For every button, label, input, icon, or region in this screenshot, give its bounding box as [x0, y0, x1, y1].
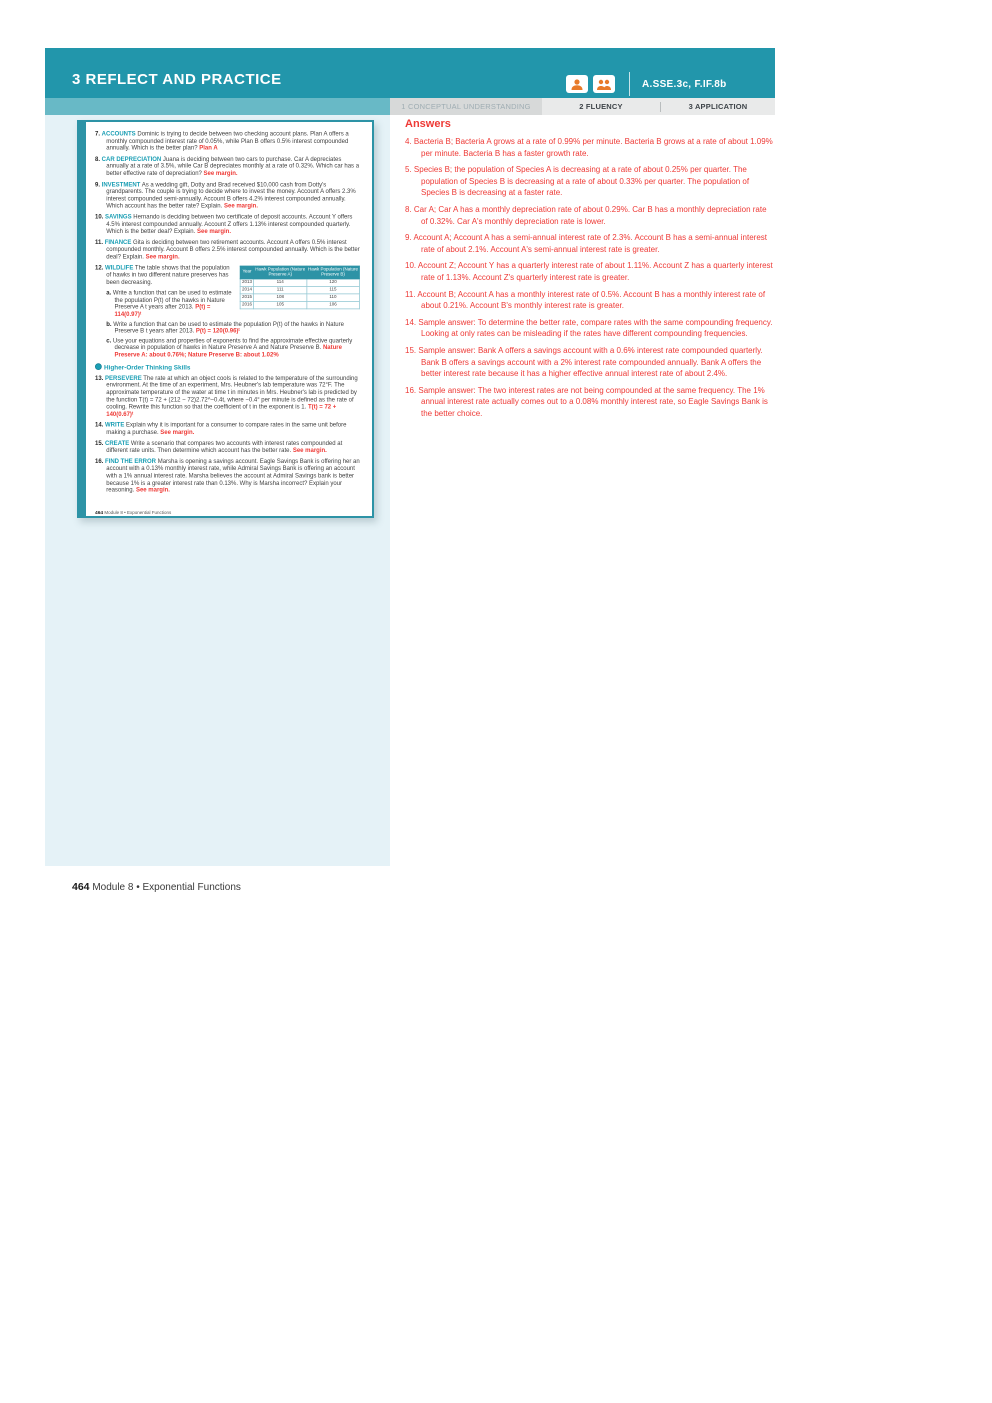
- higher-order-thinking-heading: Higher-Order Thinking Skills: [95, 363, 360, 371]
- answers-heading: Answers: [405, 118, 451, 130]
- exercise-11: 11. FINANCE Gita is deciding between two retirement accounts. Account A offers 0.5% interest compounded monthly. Account B offers 2.5% interest compounded annually. Which is the better deal? Explain. See margin.: [95, 238, 360, 260]
- exercise-12a: a. Write a function that can be used to estimate the population P(t) of the hawks in Nature Preserve A t years after 2013. P(t) = 114(0.97)ᵗ: [106, 289, 232, 318]
- header-substripe: [45, 98, 390, 115]
- student-page-footer: 464 Module 8 • Exponential Functions: [95, 510, 172, 516]
- rigor-tabbar: [390, 98, 775, 115]
- group-icon-button[interactable]: [593, 75, 615, 93]
- exercise-12: [95, 264, 360, 359]
- higher-order-icon: [95, 363, 102, 370]
- answer-4: 4. Bacteria B; Bacteria A grows at a rate of 0.99% per minute. Bacteria B grows at a rate of about 1.09% per minute. Bacteria B has a faster growth rate.: [405, 137, 773, 158]
- page-edge-strip: [79, 122, 86, 516]
- table-row: 2015 108 110: [240, 294, 359, 301]
- tab-fluency[interactable]: 2 FLUENCY: [579, 102, 623, 111]
- people-group-icon: [596, 78, 612, 91]
- table-row: 2016 105 106: [240, 301, 359, 308]
- person-icon: [570, 78, 584, 91]
- exercise-12b: b. Write a function that can be used to estimate the population P(t) of the hawks in Nature Preserve B t years after 2013. P(t) = 120(0.96)ᵗ: [106, 320, 344, 335]
- answer-11: 11. Account B; Account A has a monthly interest rate of 0.5%. Account B has a monthly interest rate of about 0.21%. Account B's monthly interest rate is greater.: [405, 289, 766, 311]
- hawk-population-table: Year Hawk Population (Nature Preserve A) Hawk Population (Nature Preserve B) 2013 114 120 2014 111 115 2015 108 110 2016 105 106: [242, 267, 358, 307]
- header-divider: [629, 72, 630, 96]
- teacher-icon-button[interactable]: [566, 75, 588, 93]
- exercise-12-intro: 12. WILDLIFE The table shows that the population of hawks in two different nature preserves has been decreasing.: [95, 263, 230, 286]
- table-row: 2014 111 115: [240, 287, 359, 294]
- answer-8: 8. Car A; Car A has a monthly depreciation rate of about 0.29%. Car B has a monthly depreciation rate of 0.32%. Car A's monthly depreciation rate is lower.: [405, 204, 767, 226]
- tab-application[interactable]: 3 APPLICATION: [688, 102, 748, 111]
- exercise-12c: c. Use your equations and properties of exponents to find the approximate effective quarterly decrease in population of hawks in Nature Preserve A and Nature Preserve B. Nature Preserve A: about 0.76%; Nature Preserve B: about 1.02%: [106, 336, 353, 359]
- page-footer: 464 Module 8 • Exponential Functions: [72, 881, 241, 893]
- exercise-16: 16. FIND THE ERROR Marsha is opening a savings account. Eagle Savings Bank is offering her an account with a 0.13% monthly interest rate, while Admiral Savings Bank is offering an account with a 1% annual interest rate. Marsha believes the account at Admiral Savings bank is better because 1% is a greater interest rate than 0.13%. Why is Marsha incorrect? Explain your reasoning. See margin.: [95, 457, 360, 494]
- answer-5: 5. Species B; the population of Species A is decreasing at a rate of about 0.25% per quarter. The population of Species B is decreasing at a rate of about 0.33% per quarter. The population of Species B is decreasing at a faster rate.: [405, 165, 750, 198]
- exercise-10: 10. SAVINGS Hernando is deciding between two certificate of deposit accounts. Account Y offers 4.5% interest compounded annually. Account Z offers 1.13% interest compounded quarterly. Which is the better deal? Explain. See margin.: [95, 213, 353, 235]
- exercise-9: 9. INVESTMENT As a wedding gift, Dotty and Brad received $10,000 cash from Dotty's grandparents. The couple is trying to decide where to invest the money. Account A offers 2.3% interest compounded semi-annually. Account B offers 4.2% interest compounded annually. Which account has the better rate? Explain. See margin.: [95, 180, 356, 210]
- exercise-7: 7. ACCOUNTS Dominic is trying to decide between two checking account plans. Plan A offers a monthly compounded interest rate of 0.05%, while Plan B offers 0.5% interest compounded annually. Which is the better plan? Plan A: [95, 130, 349, 152]
- student-page-thumbnail: [77, 120, 374, 518]
- standards-label: A.SSE.3c, F.IF.8b: [642, 78, 727, 90]
- exercise-14: 14. WRITE Explain why it is important for a consumer to compare rates in the same unit before making a purchase. See margin.: [95, 421, 347, 436]
- section-title: 3 REFLECT AND PRACTICE: [72, 71, 282, 88]
- answers-column: [405, 118, 775, 424]
- answer-14: 14. Sample answer: To determine the better rate, compare rates with the same compounding frequency. Looking at only rates can be misleading if the rates have different compounding frequencies.: [405, 317, 773, 339]
- exercise-15: 15. CREATE Write a scenario that compares two accounts with interest rates compounded at different rate units. Then determine which account has the better rate. See margin.: [95, 439, 343, 454]
- student-page-content: [95, 130, 360, 516]
- exercise-8: 8. CAR DEPRECIATION Juana is deciding between two cars to purchase. Car A depreciates annually at a rate of 3.5%, while Car B depreciates monthly at a rate of 0.32%. Which car has a better effective rate of depreciation? See margin.: [95, 155, 360, 177]
- answer-9: 9. Account A; Account A has a semi-annual interest rate of 2.3%. Account B has a semi-annual interest rate of about 2.1%. Account A's semi-annual interest rate is greater.: [405, 233, 767, 254]
- answer-16: 16. Sample answer: The two interest rates are not being compounded at the same frequency. The 1% annual interest rate actually comes out to a 0.08% monthly interest rate, so Eagle Savings Bank is the better choice.: [405, 385, 768, 418]
- header-right-group: [566, 72, 727, 96]
- answer-10: 10. Account Z; Account Y has a quarterly interest rate of about 1.11%. Account Z has a quarterly interest rate of 1.13%. Account Z's quarterly interest rate is greater.: [405, 261, 773, 282]
- tab-conceptual-understanding[interactable]: 1 CONCEPTUAL UNDERSTANDING: [390, 98, 542, 115]
- answer-15: 15. Sample answer: Bank A offers a savings account with a 0.6% interest rate compounded quarterly. Bank B offers a savings account with a 2% interest rate compounded annually. Bank A offers the better interest rate because it has a higher effective annual interest rate of about 2.4%.: [405, 345, 763, 379]
- table-row: 2013 114 120: [240, 279, 359, 286]
- exercise-13: 13. PERSEVERE The rate at which an object cools is related to the temperature of the surrounding environment. At the time of an experiment, Mrs. Heubner's lab temperature was 72°F. The approximate temperature of the water at time t in minutes in Mrs. Heubner's lab is predicted by the function T(t) = 72 + (212 − 72)2.72^−0.4t, where −0.4° per minute is defined as the rate of cooling. Rewrite this function so that the coefficient of t in the exponent is 1. T(t) = 72 + 140(0.67)ᵗ: [95, 374, 358, 418]
